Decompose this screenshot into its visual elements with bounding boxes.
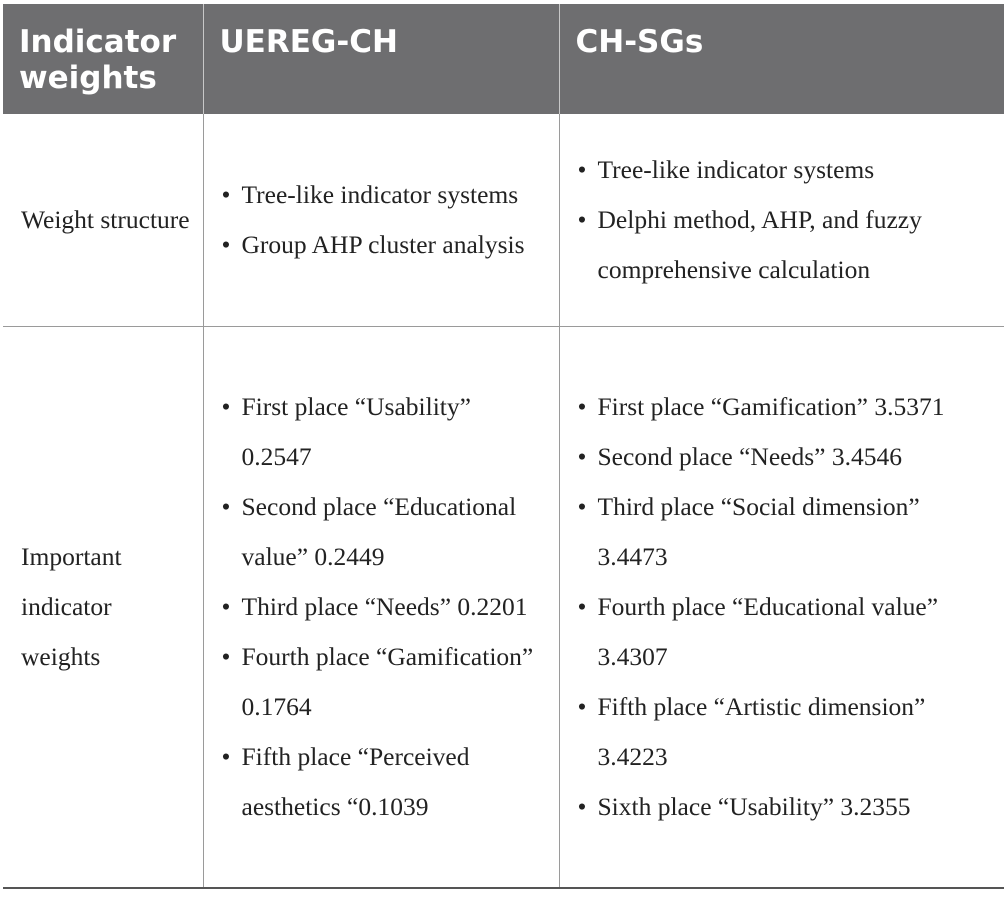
header-indicator-weights: Indicator weights bbox=[3, 4, 203, 114]
list-item: • Group AHP cluster analysis bbox=[222, 220, 547, 270]
row-label-text: Important indicator weights bbox=[21, 541, 122, 671]
list-item: • Tree-like indicator systems bbox=[578, 145, 993, 195]
cell-ch-sgs-weight-structure bbox=[559, 114, 1004, 326]
header-ch-sgs: CH-SGs bbox=[559, 4, 1004, 114]
list-item: • Third place “Needs” 0.2201 bbox=[222, 582, 547, 632]
list-item: • Delphi method, AHP, and fuzzy comprehensive calculation bbox=[578, 195, 993, 295]
bullet-list bbox=[222, 382, 547, 832]
list-item: • Sixth place “Usability” 3.2355 bbox=[578, 782, 993, 832]
list-item: • Fourth place “Educational value” 3.4307 bbox=[578, 582, 993, 682]
bullet-list bbox=[222, 170, 547, 270]
table-row bbox=[3, 114, 1004, 326]
list-item: • Second place “Needs” 3.4546 bbox=[578, 432, 993, 482]
cell-ch-sgs-important-weights bbox=[559, 326, 1004, 888]
comparison-table bbox=[3, 4, 1004, 889]
list-item: • Tree-like indicator systems bbox=[222, 170, 547, 220]
list-item: • Third place “Social dimension” 3.4473 bbox=[578, 482, 993, 582]
table-row bbox=[3, 326, 1004, 888]
list-item: • Fifth place “Artistic dimension” 3.4223 bbox=[578, 682, 993, 782]
header-uereg-ch: UEREG-CH bbox=[203, 4, 559, 114]
list-item: • Fourth place “Gamification” 0.1764 bbox=[222, 632, 547, 732]
bullet-list bbox=[578, 382, 993, 832]
row-label-important-indicator-weights bbox=[3, 326, 203, 888]
table-header-row bbox=[3, 4, 1004, 114]
list-item: • First place “Usability” 0.2547 bbox=[222, 382, 547, 482]
cell-uereg-ch-important-weights bbox=[203, 326, 559, 888]
list-item: • First place “Gamification” 3.5371 bbox=[578, 382, 993, 432]
bullet-list bbox=[578, 145, 993, 295]
list-item: • Fifth place “Perceived aesthetics “0.1039 bbox=[222, 732, 547, 832]
cell-uereg-ch-weight-structure bbox=[203, 114, 559, 326]
row-label-weight-structure bbox=[3, 114, 203, 326]
row-label-text: Weight structure bbox=[21, 204, 190, 234]
list-item: • Second place “Educational value” 0.2449 bbox=[222, 482, 547, 582]
